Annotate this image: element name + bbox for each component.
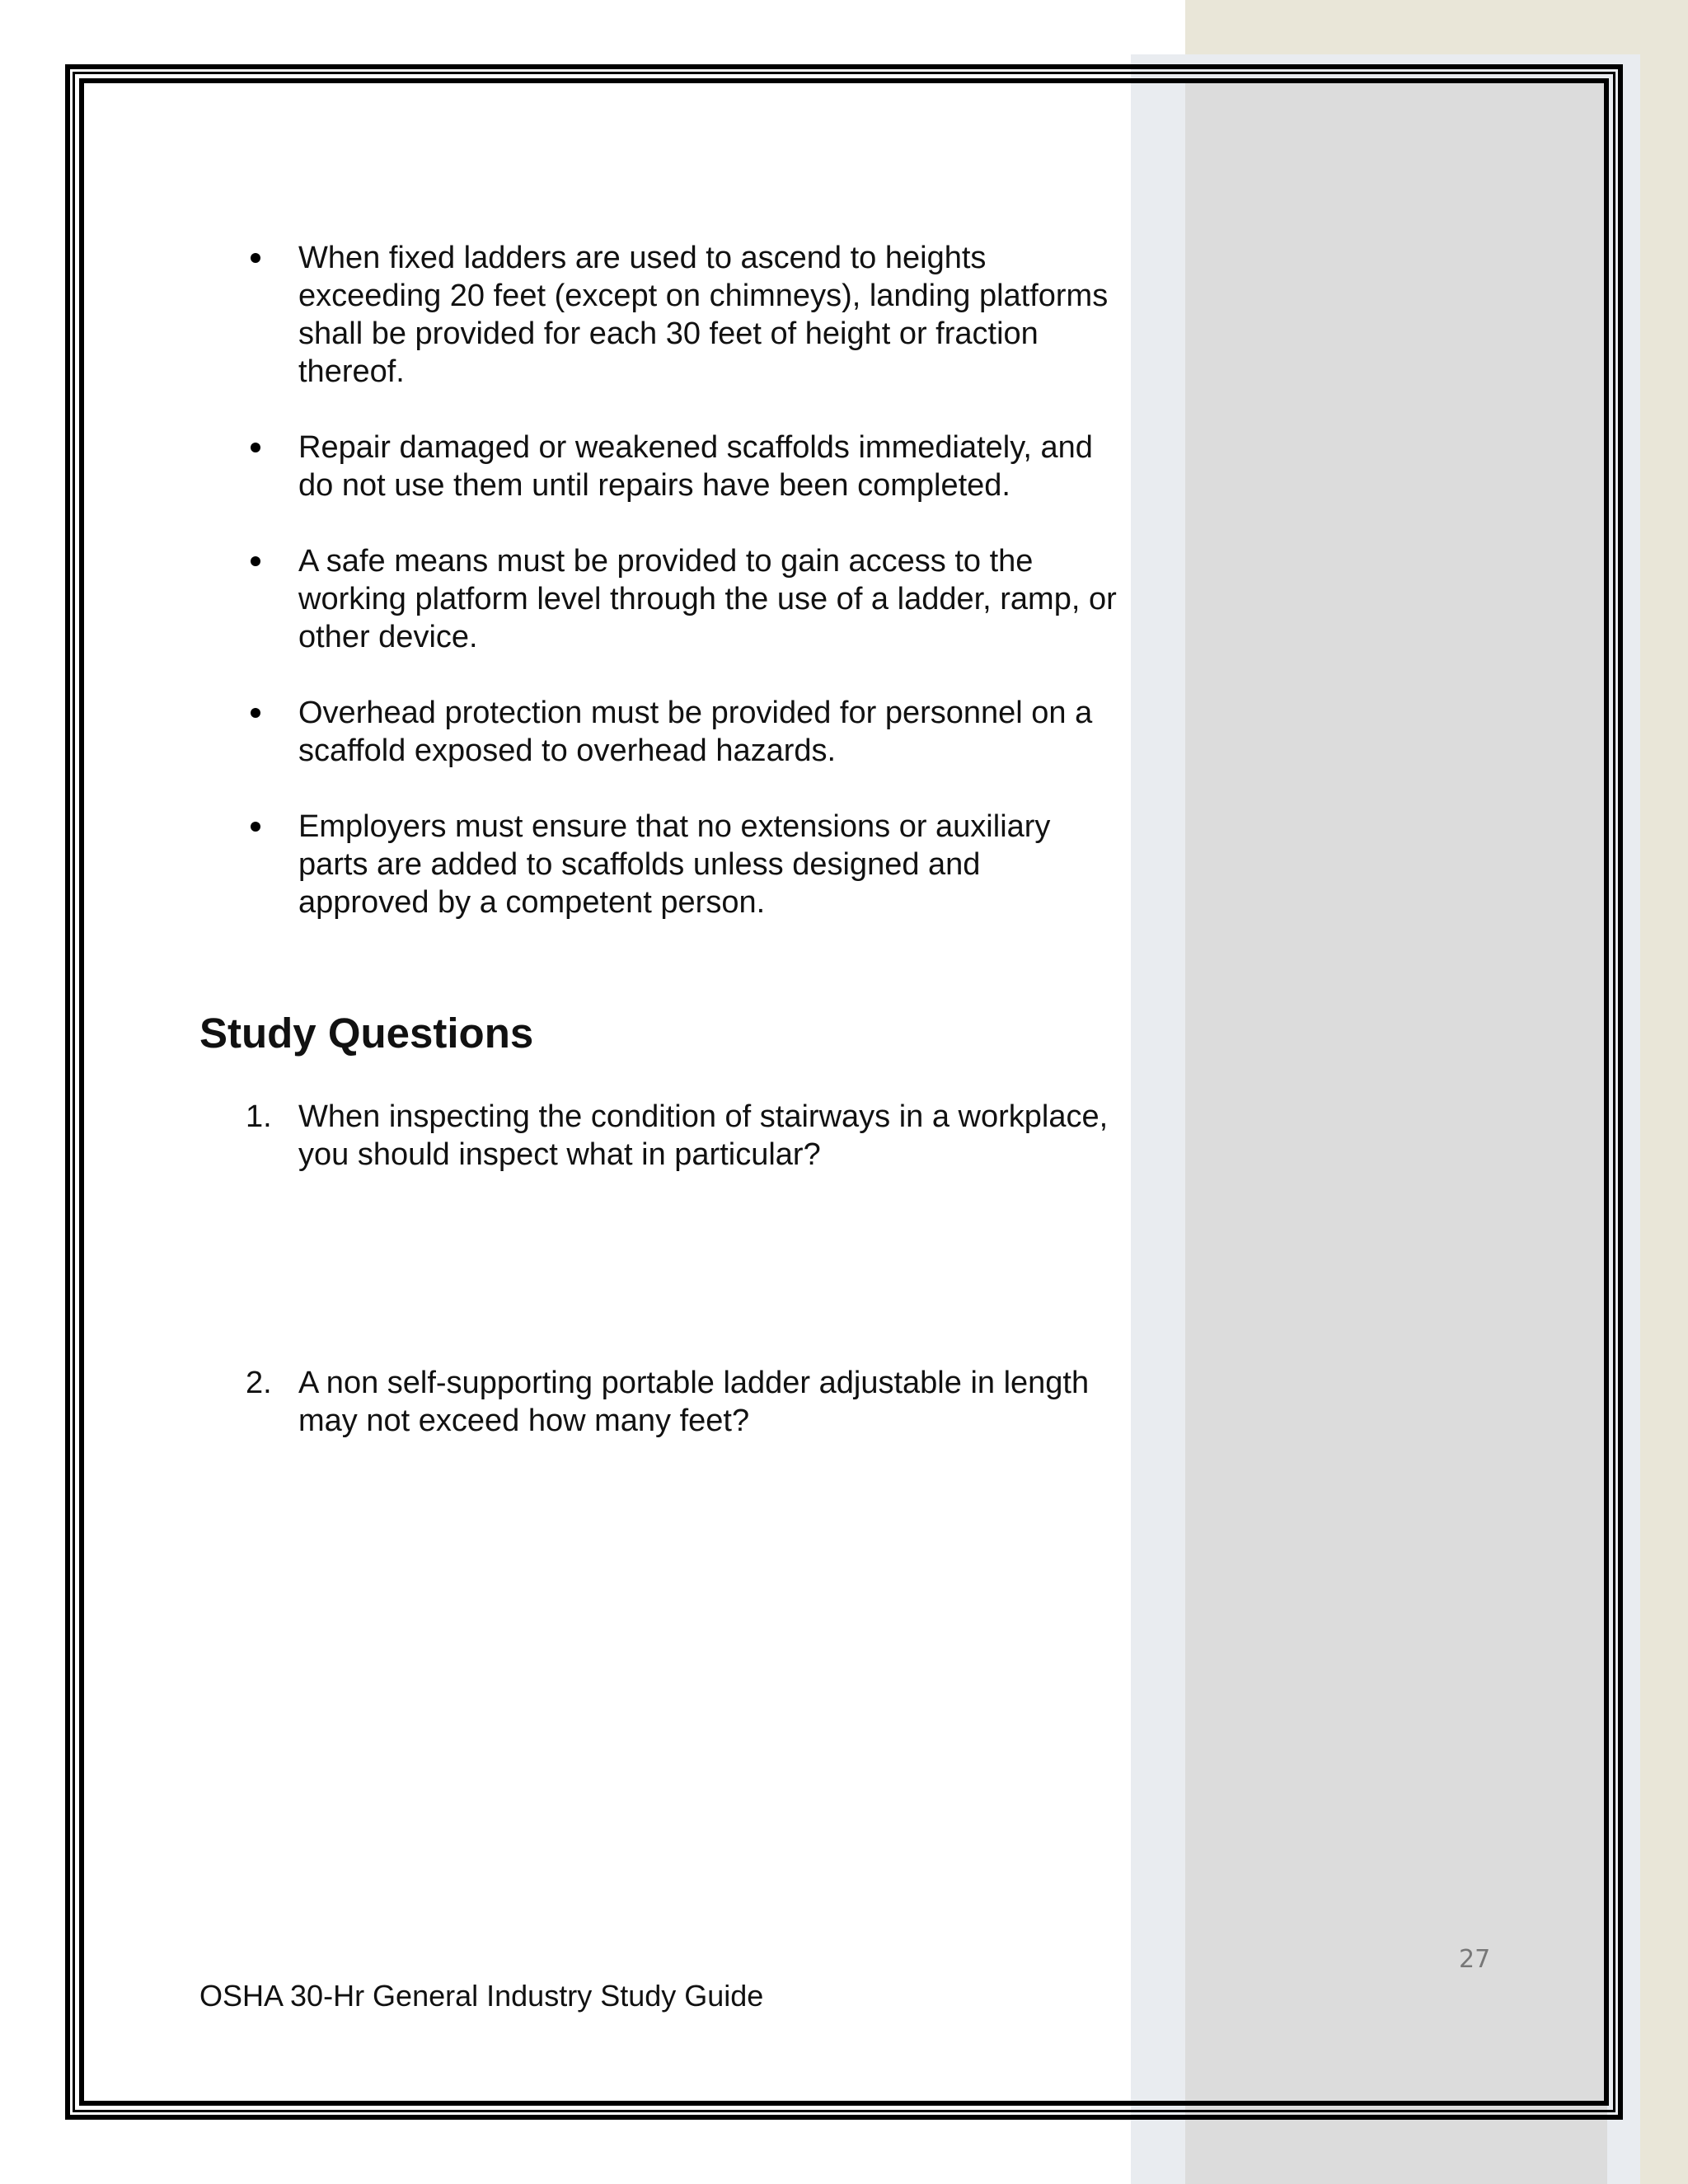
study-questions-heading: Study Questions	[199, 1010, 534, 1057]
bullet-text: When fixed ladders are used to ascend to heights exceeding 20 feet (except on chimneys), landing platforms shall be provided for each 30 feet of height or fraction thereof.	[298, 241, 1109, 389]
bullet-dot-icon	[251, 822, 260, 832]
question-number: 1.	[246, 1099, 272, 1134]
bullet-text: Overhead protection must be provided for personnel on a scaffold exposed to overhead hazards.	[298, 696, 1093, 768]
bullet-item	[244, 694, 1118, 770]
study-question-1	[244, 1098, 1118, 1174]
bullet-item	[244, 239, 1118, 391]
question-number: 2.	[246, 1366, 272, 1400]
bullet-text: Employers must ensure that no extensions or auxiliary parts are added to scaffolds unless designed and approved by a competent person.	[298, 809, 1051, 920]
page-number: 27	[1459, 1945, 1491, 1974]
bullet-text: A safe means must be provided to gain access to the working platform level through the use of a ladder, ramp, or other device.	[298, 544, 1117, 654]
bullet-item	[244, 808, 1118, 921]
bullet-item	[244, 429, 1118, 504]
bullet-item	[244, 542, 1118, 656]
study-question-2	[244, 1364, 1118, 1440]
bullet-text: Repair damaged or weakened scaffolds immediately, and do not use them until repairs have been completed.	[298, 430, 1093, 503]
bullet-list	[244, 239, 1118, 959]
bullet-dot-icon	[251, 443, 260, 452]
bullet-dot-icon	[251, 556, 260, 566]
question-text: A non self-supporting portable ladder adjustable in length may not exceed how many feet?	[298, 1366, 1090, 1438]
question-text: When inspecting the condition of stairways in a workplace, you should inspect what in particular?	[298, 1099, 1109, 1172]
footer-title: OSHA 30-Hr General Industry Study Guide	[199, 1979, 764, 2013]
bullet-dot-icon	[251, 253, 260, 263]
bullet-dot-icon	[251, 708, 260, 718]
